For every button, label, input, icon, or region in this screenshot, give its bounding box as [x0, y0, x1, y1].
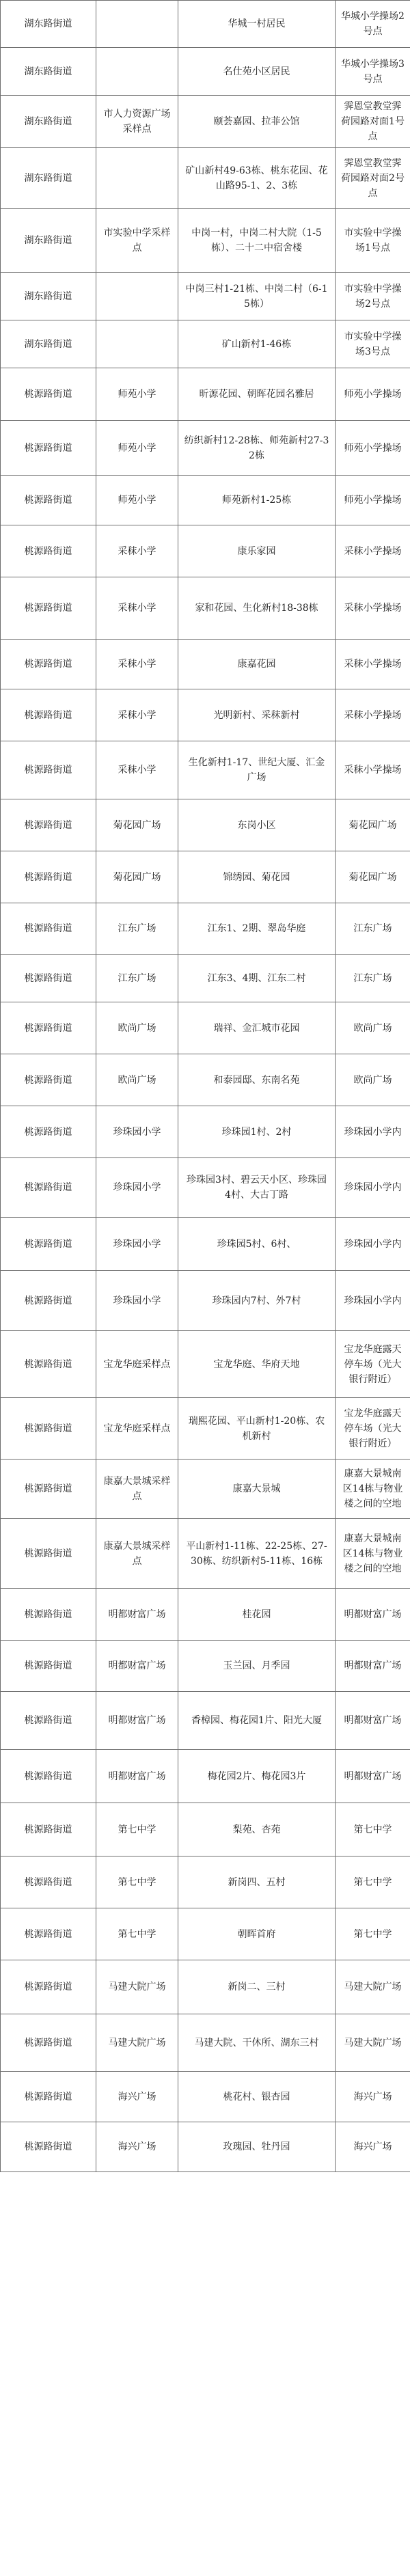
street-cell: 桃源路街道	[1, 421, 96, 476]
collection-point-cell: 第七中学	[96, 1856, 178, 1908]
sampling-site-cell: 宝龙华庭露天停车场（光大银行附近）	[336, 1331, 410, 1398]
sampling-site-cell: 海兴广场	[336, 2122, 410, 2172]
sampling-site-cell: 采秣小学操场	[336, 741, 410, 799]
sampling-site-cell: 珍珠园小学内	[336, 1271, 410, 1331]
covered-area-cell: 康嘉花园	[178, 640, 336, 689]
street-cell: 桃源路街道	[1, 1331, 96, 1398]
street-cell: 湖东路街道	[1, 48, 96, 96]
covered-area-cell: 江东3、4期、江东二村	[178, 955, 336, 1002]
sampling-site-cell: 康嘉大景城南区14栋与物业楼之间的空地	[336, 1460, 410, 1519]
sampling-site-cell: 华城小学操场3号点	[336, 48, 410, 96]
collection-point-cell: 宝龙华庭采样点	[96, 1331, 178, 1398]
covered-area-cell: 和泰园邸、东南名苑	[178, 1054, 336, 1106]
table-row	[1, 1, 410, 48]
street-cell: 桃源路街道	[1, 851, 96, 903]
street-cell: 桃源路街道	[1, 1398, 96, 1460]
table-row	[1, 741, 410, 799]
collection-point-cell: 明都财富广场	[96, 1692, 178, 1750]
covered-area-cell: 光明新村、采秣新村	[178, 689, 336, 741]
covered-area-cell: 新岗四、五村	[178, 1856, 336, 1908]
sampling-site-cell: 师苑小学操场	[336, 421, 410, 476]
covered-area-cell: 宝龙华庭、华府天地	[178, 1331, 336, 1398]
sampling-site-cell: 市实验中学操场3号点	[336, 320, 410, 368]
sampling-site-cell: 海兴广场	[336, 2072, 410, 2122]
street-cell: 桃源路街道	[1, 741, 96, 799]
table-row	[1, 2122, 410, 2172]
covered-area-cell: 纺织新村12-28栋、师苑新村27-32栋	[178, 421, 336, 476]
covered-area-cell: 锦绣园、菊花园	[178, 851, 336, 903]
table-row	[1, 1750, 410, 1803]
street-cell: 桃源路街道	[1, 640, 96, 689]
collection-point-cell: 康嘉大景城采样点	[96, 1519, 178, 1589]
sampling-site-cell: 明都财富广场	[336, 1750, 410, 1803]
street-cell: 湖东路街道	[1, 209, 96, 273]
covered-area-cell: 平山新村1-11栋、22-25栋、27-30栋、纺织新村5-11栋、16栋	[178, 1519, 336, 1589]
street-cell: 桃源路街道	[1, 2072, 96, 2122]
table-row	[1, 1158, 410, 1218]
street-cell: 桃源路街道	[1, 955, 96, 1002]
covered-area-cell: 梨苑、杏苑	[178, 1803, 336, 1856]
collection-point-cell: 第七中学	[96, 1908, 178, 1960]
table-row	[1, 368, 410, 421]
street-cell: 湖东路街道	[1, 273, 96, 320]
street-cell: 桃源路街道	[1, 689, 96, 741]
table-row	[1, 1218, 410, 1271]
sampling-site-cell: 马建大院广场	[336, 2014, 410, 2072]
sampling-site-cell: 市实验中学操场2号点	[336, 273, 410, 320]
table-row	[1, 209, 410, 273]
street-cell: 桃源路街道	[1, 799, 96, 851]
sampling-site-cell: 珍珠园小学内	[336, 1218, 410, 1271]
table-row	[1, 1960, 410, 2014]
table-row	[1, 1908, 410, 1960]
sampling-site-cell: 市实验中学操场1号点	[336, 209, 410, 273]
covered-area-cell: 梅花园2片、梅花园3片	[178, 1750, 336, 1803]
collection-point-cell: 江东广场	[96, 903, 178, 955]
covered-area-cell: 康嘉大景城	[178, 1460, 336, 1519]
collection-point-cell: 海兴广场	[96, 2122, 178, 2172]
street-cell: 桃源路街道	[1, 1856, 96, 1908]
street-cell: 湖东路街道	[1, 96, 96, 148]
sampling-site-cell: 第七中学	[336, 1803, 410, 1856]
table-row	[1, 525, 410, 577]
table-row	[1, 273, 410, 320]
covered-area-cell: 矿山新村49-63栋、桃东花园、花山路95-1、2、3栋	[178, 148, 336, 209]
covered-area-cell: 名仕苑小区居民	[178, 48, 336, 96]
sampling-site-cell: 珍珠园小学内	[336, 1106, 410, 1158]
street-cell: 湖东路街道	[1, 1, 96, 48]
table-row	[1, 955, 410, 1002]
covered-area-cell: 昕源花园、朝晖花园名雅居	[178, 368, 336, 421]
sampling-site-cell: 江东广场	[336, 903, 410, 955]
street-cell: 桃源路街道	[1, 903, 96, 955]
collection-point-cell	[96, 1, 178, 48]
table-row	[1, 2072, 410, 2122]
collection-point-cell: 采秣小学	[96, 689, 178, 741]
sampling-site-cell: 采秣小学操场	[336, 577, 410, 640]
collection-point-cell	[96, 273, 178, 320]
collection-point-cell: 菊花园广场	[96, 851, 178, 903]
street-cell: 桃源路街道	[1, 476, 96, 525]
table-row	[1, 903, 410, 955]
street-cell: 桃源路街道	[1, 1908, 96, 1960]
table-row	[1, 1692, 410, 1750]
covered-area-cell: 江东1、2期、翠岛华庭	[178, 903, 336, 955]
street-cell: 湖东路街道	[1, 148, 96, 209]
collection-point-cell: 欧尚广场	[96, 1002, 178, 1054]
table-row	[1, 476, 410, 525]
collection-point-cell: 珍珠园小学	[96, 1218, 178, 1271]
collection-point-cell: 师苑小学	[96, 368, 178, 421]
covered-area-cell: 中岗一村，中岗二村大院（1-5栋）、二十二中宿舍楼	[178, 209, 336, 273]
sampling-site-cell: 欧尚广场	[336, 1002, 410, 1054]
table-row	[1, 1803, 410, 1856]
covered-area-cell: 瑞熙花园、平山新村1-20栋、农机新村	[178, 1398, 336, 1460]
collection-point-cell: 珍珠园小学	[96, 1158, 178, 1218]
sampling-site-cell: 师苑小学操场	[336, 476, 410, 525]
street-cell: 桃源路街道	[1, 1271, 96, 1331]
collection-point-cell: 采秣小学	[96, 640, 178, 689]
sampling-site-cell: 菊花园广场	[336, 851, 410, 903]
covered-area-cell: 生化新村1-17、世纪大厦、汇金广场	[178, 741, 336, 799]
collection-point-cell: 明都财富广场	[96, 1589, 178, 1641]
street-cell: 桃源路街道	[1, 1589, 96, 1641]
table-row	[1, 48, 410, 96]
sampling-site-cell: 宝龙华庭露天停车场（光大银行附近）	[336, 1398, 410, 1460]
street-cell: 桃源路街道	[1, 1054, 96, 1106]
street-cell: 桃源路街道	[1, 1519, 96, 1589]
collection-point-cell: 师苑小学	[96, 476, 178, 525]
sampling-site-cell: 霁恩堂教堂霁荷园路对面1号点	[336, 96, 410, 148]
street-cell: 湖东路街道	[1, 320, 96, 368]
collection-point-cell: 采秣小学	[96, 525, 178, 577]
collection-point-cell: 马建大院广场	[96, 1960, 178, 2014]
collection-point-cell: 江东广场	[96, 955, 178, 1002]
street-cell: 桃源路街道	[1, 2122, 96, 2172]
collection-point-cell: 明都财富广场	[96, 1750, 178, 1803]
sampling-site-cell: 华城小学操场2号点	[336, 1, 410, 48]
collection-point-cell: 珍珠园小学	[96, 1106, 178, 1158]
collection-point-cell: 第七中学	[96, 1803, 178, 1856]
covered-area-cell: 矿山新村1-46栋	[178, 320, 336, 368]
street-cell: 桃源路街道	[1, 2014, 96, 2072]
collection-point-cell: 市人力资源广场采样点	[96, 96, 178, 148]
table-row	[1, 1519, 410, 1589]
table-row	[1, 96, 410, 148]
sampling-site-cell: 霁恩堂教堂霁荷园路对面2号点	[336, 148, 410, 209]
collection-point-cell: 市实验中学采样点	[96, 209, 178, 273]
table-row	[1, 148, 410, 209]
street-cell: 桃源路街道	[1, 1158, 96, 1218]
street-cell: 桃源路街道	[1, 1218, 96, 1271]
collection-point-cell: 采秣小学	[96, 577, 178, 640]
covered-area-cell: 师苑新村1-25栋	[178, 476, 336, 525]
sampling-site-cell: 菊花园广场	[336, 799, 410, 851]
covered-area-cell: 颐荟嘉园、拉菲公馆	[178, 96, 336, 148]
table-row	[1, 421, 410, 476]
covered-area-cell: 中岗三村1-21栋、中岗二村（6-15栋）	[178, 273, 336, 320]
street-cell: 桃源路街道	[1, 1750, 96, 1803]
covered-area-cell: 珍珠园3村、碧云天小区、珍珠园4村、大古丁路	[178, 1158, 336, 1218]
covered-area-cell: 香樟园、梅花园1片、阳光大厦	[178, 1692, 336, 1750]
table-row	[1, 1054, 410, 1106]
table-row	[1, 1398, 410, 1460]
collection-point-cell: 海兴广场	[96, 2072, 178, 2122]
table-row	[1, 577, 410, 640]
table-row	[1, 1641, 410, 1692]
street-cell: 桃源路街道	[1, 1106, 96, 1158]
sampling-site-cell: 明都财富广场	[336, 1641, 410, 1692]
street-cell: 桃源路街道	[1, 1641, 96, 1692]
covered-area-cell: 马建大院、干休所、湖东三村	[178, 2014, 336, 2072]
sampling-site-cell: 明都财富广场	[336, 1589, 410, 1641]
table-row	[1, 1331, 410, 1398]
sampling-site-cell: 采秣小学操场	[336, 640, 410, 689]
collection-point-cell: 明都财富广场	[96, 1641, 178, 1692]
covered-area-cell: 瑞祥、金汇城市花园	[178, 1002, 336, 1054]
collection-point-cell: 菊花园广场	[96, 799, 178, 851]
collection-point-cell	[96, 48, 178, 96]
covered-area-cell: 康乐家园	[178, 525, 336, 577]
sampling-site-cell: 康嘉大景城南区14栋与物业楼之间的空地	[336, 1519, 410, 1589]
covered-area-cell: 桂花园	[178, 1589, 336, 1641]
covered-area-cell: 华城一村居民	[178, 1, 336, 48]
covered-area-cell: 珍珠园内7村、外7村	[178, 1271, 336, 1331]
collection-point-cell: 欧尚广场	[96, 1054, 178, 1106]
table-row	[1, 1002, 410, 1054]
table-row	[1, 1589, 410, 1641]
sampling-site-cell: 珍珠园小学内	[336, 1158, 410, 1218]
table-row	[1, 320, 410, 368]
street-cell: 桃源路街道	[1, 1803, 96, 1856]
table-row	[1, 799, 410, 851]
covered-area-cell: 东岗小区	[178, 799, 336, 851]
sampling-site-cell: 江东广场	[336, 955, 410, 1002]
sampling-table-body	[1, 1, 410, 2172]
covered-area-cell: 新岗二、三村	[178, 1960, 336, 2014]
street-cell: 桃源路街道	[1, 525, 96, 577]
street-cell: 桃源路街道	[1, 1692, 96, 1750]
collection-point-cell: 宝龙华庭采样点	[96, 1398, 178, 1460]
covered-area-cell: 珍珠园1村、2村	[178, 1106, 336, 1158]
covered-area-cell: 家和花园、生化新村18-38栋	[178, 577, 336, 640]
street-cell: 桃源路街道	[1, 368, 96, 421]
collection-point-cell: 珍珠园小学	[96, 1271, 178, 1331]
collection-point-cell: 马建大院广场	[96, 2014, 178, 2072]
covered-area-cell: 桃花村、银杏园	[178, 2072, 336, 2122]
street-cell: 桃源路街道	[1, 1960, 96, 2014]
covered-area-cell: 朝晖首府	[178, 1908, 336, 1960]
table-row	[1, 851, 410, 903]
sampling-site-cell: 采秣小学操场	[336, 525, 410, 577]
sampling-site-cell: 第七中学	[336, 1908, 410, 1960]
sampling-site-cell: 采秣小学操场	[336, 689, 410, 741]
collection-point-cell: 康嘉大景城采样点	[96, 1460, 178, 1519]
table-row	[1, 1106, 410, 1158]
collection-point-cell: 采秣小学	[96, 741, 178, 799]
covered-area-cell: 珍珠园5村、6村、	[178, 1218, 336, 1271]
collection-point-cell: 师苑小学	[96, 421, 178, 476]
collection-point-cell	[96, 148, 178, 209]
street-cell: 桃源路街道	[1, 1460, 96, 1519]
collection-point-cell	[96, 320, 178, 368]
table-row	[1, 1856, 410, 1908]
sampling-site-cell: 第七中学	[336, 1856, 410, 1908]
sampling-site-cell: 师苑小学操场	[336, 368, 410, 421]
table-row	[1, 689, 410, 741]
table-row	[1, 640, 410, 689]
table-row	[1, 2014, 410, 2072]
sampling-site-cell: 马建大院广场	[336, 1960, 410, 2014]
covered-area-cell: 玫瑰园、牡丹园	[178, 2122, 336, 2172]
street-cell: 桃源路街道	[1, 1002, 96, 1054]
table-row	[1, 1271, 410, 1331]
sampling-site-cell: 欧尚广场	[336, 1054, 410, 1106]
covered-area-cell: 玉兰园、月季园	[178, 1641, 336, 1692]
sampling-site-cell: 明都财富广场	[336, 1692, 410, 1750]
street-cell: 桃源路街道	[1, 577, 96, 640]
table-row	[1, 1460, 410, 1519]
